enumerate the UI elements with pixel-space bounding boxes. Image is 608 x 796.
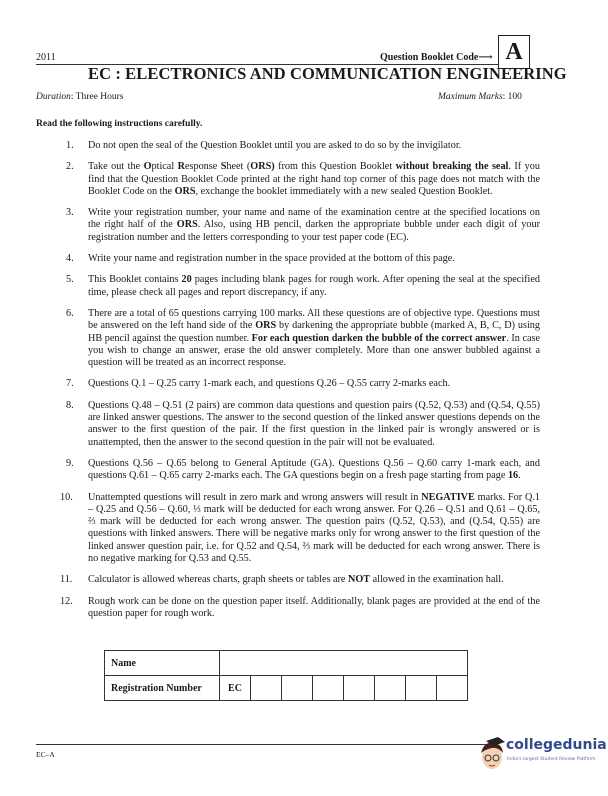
emphasis-text: O [143,161,152,173]
registration-digit-cell[interactable] [406,676,437,701]
instruction-number: 8. [66,399,74,411]
name-row [105,651,468,676]
footer-rule [36,744,498,745]
duration-value: : Three Hours [70,92,124,102]
logo-wordmark: collegedunia [506,737,607,753]
logo-tagline: India's largest Student Review Platform [507,757,596,762]
instruction-item [60,595,540,621]
instruction-text: marks. For Q.1 – Q.25 and Q.56 – Q.60, ⅓ mark will be deducted for each wrong answer. For Q.26 – Q.51 and Q.61 – Q.65, ⅔ mark will be deducted for each wrong answer. The question pairs (Q.52, Q.53), and (Q.54, Q.55) are questions with linked answers. There will be negative marks only for wrong answer to the first question of the linked answer question pair, i.e. for Q.52 and Q.54, ⅔ mark will be deducted for each wrong answer. There is no negative marking for Q.53 and Q.55. [88,491,541,565]
emphasis-text: For each question darken the bubble of the correct answer [251,332,507,344]
registration-prefix: EC [220,676,251,701]
instruction-text: Questions Q.48 – Q.51 (2 pairs) are common data questions and question pairs (Q.52, Q.53) and (Q.54, Q.55) are linked answer questions. The answer to the second question of the linked answer questions depends on the answer to the first question of the pair. If the first question in the linked pair is wrongly answered or is unattempted, then the answer to the second question in the pair will not be evaluated. [88,399,540,448]
duration [36,92,123,102]
instruction-text: Write your name and registration number in the space provided at the bottom of this page. [88,253,455,265]
instruction-number: 6. [66,307,74,319]
emphasis-text: NOT [347,574,371,586]
instruction-text: This Booklet contains [88,274,182,286]
instruction-text: heet ( [226,161,251,173]
instruction-text: pages including blank pages for rough work. After opening the seal at the specified time, please check all pages and report discrepancy, if any. [88,274,540,298]
emphasis-text: NEGATIVE [421,491,475,503]
emphasis-text: ORS [174,185,196,197]
instruction-text: There are a total of 65 questions carrying 100 marks. All these questions are of objective type. Questions must be answered on the left hand side of the [88,307,540,332]
instruction-item [66,458,540,483]
instruction-text: by darkening the appropriate bubble (marked A, B, C, D) using HB pencil against the question number. [88,320,540,344]
candidate-details-table [104,650,468,701]
instruction-text: Take out the [88,161,144,173]
max-marks-label: Maximum Marks [438,92,503,102]
emphasis-text: ORS [255,320,277,332]
registration-digit-cell[interactable] [375,676,406,701]
instruction-text: ptical [151,161,178,173]
instruction-text: esponse [185,161,221,173]
emphasis-text: without breaking the seal [395,161,509,173]
instruction-text: . In case you wish to change an answer, erase the old answer completely. More than one answer bubbled against a question will be treated as an incorrect response. [88,332,540,369]
instruction-item [66,253,540,265]
instruction-item [66,400,540,449]
emphasis-text: 20 [181,274,192,286]
instruction-text: . If you find that the Question Booklet Code printed at the right hand top corner of this page does not match with the Booklet Code on the [88,161,540,197]
registration-digit-cell[interactable] [344,676,375,701]
arrow-right-icon: ⟶ [478,52,493,63]
registration-digit-cell[interactable] [251,676,282,701]
instruction-text: , exchange the booklet immediately with a new sealed Question Booklet. [195,185,493,197]
paper-title: EC : ELECTRONICS AND COMMUNICATION ENGINEERING [88,64,567,83]
instruction-text: Write your registration number, your name and name of the examination centre at the specified locations on the right half of the [88,207,540,231]
instruction-number: 9. [66,457,74,469]
instruction-item [66,207,540,244]
registration-digit-cell[interactable] [282,676,313,701]
registration-digit-cell[interactable] [313,676,344,701]
emphasis-text: ORS [176,219,198,231]
booklet-code-label: Question Booklet Code⟶ [380,52,493,63]
instruction-number: 2. [66,161,74,173]
instruction-text: from this Question Booklet [274,161,396,173]
maximum-marks [438,92,522,102]
instruction-number: 4. [66,253,74,265]
instruction-item [66,161,540,198]
instruction-text: Unattempted questions will result in zero mark and wrong answers will result in [88,491,422,503]
instruction-text: . Also, using HB pencil, darken the appropriate bubble under each digit of your registration number and the letters corresponding to your test paper code (EC). [88,219,540,243]
name-label: Name [105,651,220,676]
exam-year: 2011 [36,52,56,63]
registration-row [105,676,468,701]
instruction-item [66,140,540,152]
registration-label: Registration Number [105,676,220,701]
instruction-number: 10. [60,491,73,503]
instruction-item [60,574,540,586]
emphasis-text: 16 [507,470,519,482]
instruction-text: . [518,470,521,482]
page-code: EC–A [36,750,55,759]
instructions-heading: Read the following instructions carefully. [36,119,203,129]
instruction-number: 7. [66,378,74,390]
duration-label: Duration [36,92,71,102]
instruction-number: 11. [60,574,73,586]
instruction-number: 3. [66,207,74,219]
registration-digit-cell[interactable] [437,676,468,701]
instruction-text: Questions Q.1 – Q.25 carry 1-mark each, and questions Q.26 – Q.55 carry 2-marks each. [88,378,451,390]
instruction-number: 1. [66,140,74,151]
instruction-text: Rough work can be done on the question paper itself. Additionally, blank pages are provided at the end of the question paper for rough work. [88,595,540,619]
instruction-number: 12. [60,595,73,607]
instructions-list [60,140,541,629]
emphasis-text: R [177,161,185,173]
instruction-text: Do not open the seal of the Question Booklet until you are asked to do so by the invigilator. [88,140,462,151]
instruction-text: Calculator is allowed whereas charts, graph sheets or tables are [88,574,348,586]
name-field[interactable] [220,651,468,676]
emphasis-text: S [220,161,227,173]
instruction-text: Questions Q.56 – Q.65 belong to General Aptitude (GA). Questions Q.56 – Q.60 carry 1-mark each, and questions Q.61 – Q.65 carry 2-marks each. The GA questions begin on a fresh page starting from page [88,457,540,482]
instruction-item [66,378,540,390]
instruction-item [60,491,541,566]
instruction-text: allowed in the examination hall. [370,574,504,586]
student-mascot-icon [478,735,506,775]
emphasis-text: ORS) [250,161,275,173]
booklet-code-box: A [498,35,530,69]
instruction-item [66,308,540,369]
collegedunia-logo[interactable] [478,735,608,775]
instruction-number: 5. [66,274,74,286]
instruction-item [66,274,540,299]
max-marks-value: : 100 [502,92,522,102]
